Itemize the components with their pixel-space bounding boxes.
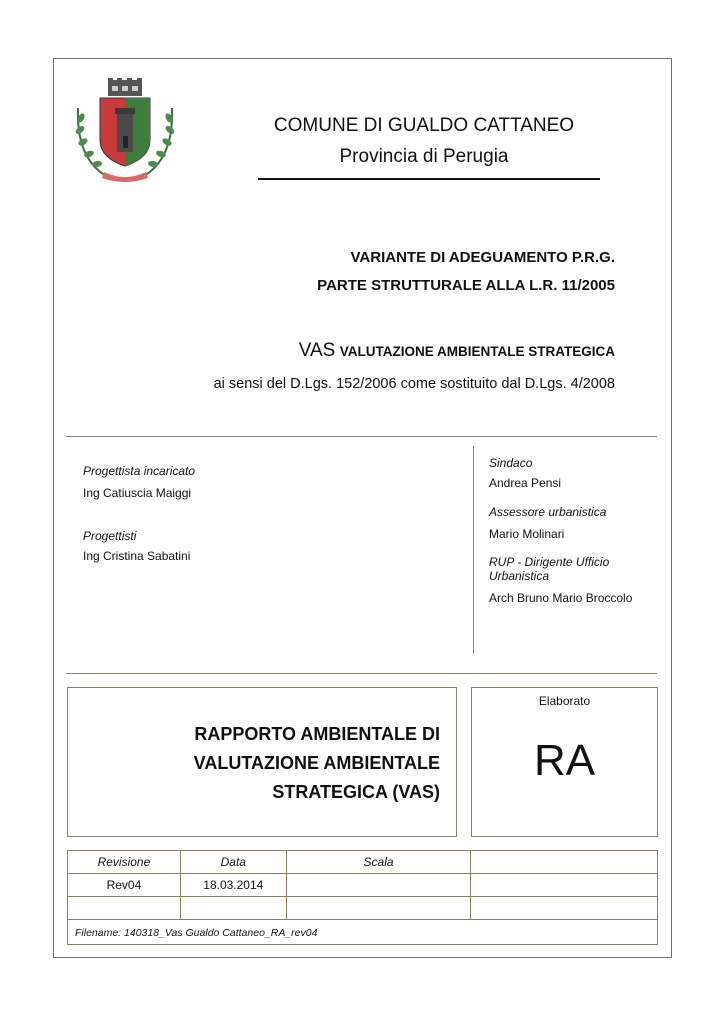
document-code: RA: [533, 736, 596, 785]
project-title-line2: PARTE STRUTTURALE ALLA L.R. 11/2005: [317, 277, 615, 294]
role-label: Progettisti: [83, 529, 137, 543]
header-empty: [471, 851, 658, 874]
table-row: [68, 897, 658, 920]
revision-table: [67, 850, 658, 920]
role-label: Progettista incaricato: [83, 464, 196, 478]
project-title-line1: VARIANTE DI ADEGUAMENTO P.R.G.: [350, 249, 615, 266]
header-revisione: Revisione: [68, 851, 181, 874]
coat-of-arms-logo: [68, 78, 182, 184]
cell-extra: [471, 897, 658, 920]
table-header-row: [68, 851, 658, 874]
role-label: Assessore urbanistica: [489, 505, 607, 519]
filename-footer: Filename: 140318_Vas Gualdo Cattaneo_RA_rev04: [67, 919, 658, 945]
cell-scale: [286, 874, 471, 897]
header-data: Data: [180, 851, 286, 874]
person-name: Ing Catiuscia Maiggi: [83, 486, 192, 500]
cell-date: 18.03.2014: [180, 874, 286, 897]
document-title-box: [67, 687, 457, 837]
person-name: Mario Molinari: [489, 527, 565, 541]
header-scala: Scala: [286, 851, 471, 874]
document-title-line: STRATEGICA (VAS): [272, 782, 440, 802]
vas-heading: [299, 340, 615, 362]
document-title-line: VALUTAZIONE AMBIENTALE: [193, 753, 440, 773]
elaborato-label: Elaborato: [538, 694, 591, 708]
role-label: Sindaco: [489, 456, 533, 470]
person-name: Arch Bruno Mario Broccolo: [489, 591, 633, 605]
vas-abbreviation: VAS: [298, 340, 336, 361]
header-underline: [258, 178, 600, 180]
person-name: Ing Cristina Sabatini: [83, 549, 191, 563]
role-label: Urbanistica: [489, 569, 550, 583]
cell-scale: [286, 897, 471, 920]
municipality-name: COMUNE DI GUALDO CATTANEO: [273, 115, 575, 136]
section-divider: [66, 673, 657, 674]
table-row: [68, 874, 658, 897]
cell-extra: [471, 874, 658, 897]
cell-revision: Rev04: [68, 874, 181, 897]
elaborato-box: [471, 687, 658, 837]
vas-full-name: VALUTAZIONE AMBIENTALE STRATEGICA: [339, 344, 615, 359]
document-title-line: RAPPORTO AMBIENTALE DI: [194, 724, 440, 744]
legal-reference: ai sensi del D.Lgs. 152/2006 come sostituito dal D.Lgs. 4/2008: [213, 376, 615, 392]
document-title: [194, 720, 440, 807]
person-name: Andrea Pensi: [489, 476, 562, 490]
role-label: RUP - Dirigente Ufficio: [489, 555, 610, 569]
section-divider: [66, 436, 657, 437]
province-name: Provincia di Perugia: [339, 146, 509, 167]
cell-date: [180, 897, 286, 920]
credits-divider: [473, 446, 474, 654]
cell-revision: [68, 897, 181, 920]
